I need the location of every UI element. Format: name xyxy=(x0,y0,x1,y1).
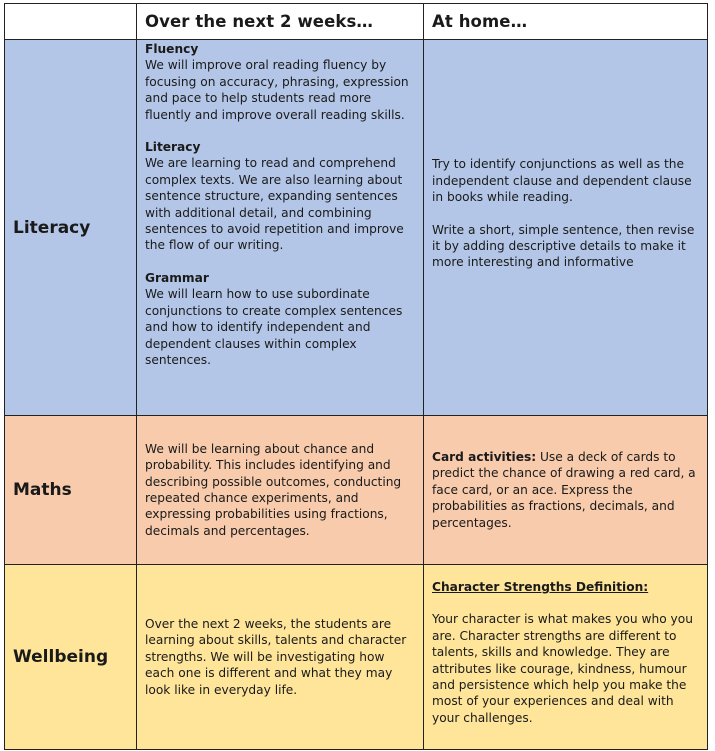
literacy-home-text-2: Write a short, simple sentence, then revise it by adding descriptive details to make it more interesting and informative xyxy=(432,222,695,270)
literacy-title: Literacy xyxy=(145,140,201,155)
literacy-home-text-1: Try to identify conjunctions as well as the independent clause and dependent clause in books while reading. xyxy=(432,157,692,205)
maths-row xyxy=(5,416,708,565)
header-cell-plan xyxy=(137,4,424,40)
maths-home-cell xyxy=(424,416,708,565)
wellbeing-plan-text: Over the next 2 weeks, the students are learning about skills, talents and character strengths. We will be investigating how each one is different and what they may look like in everyday life. xyxy=(145,616,407,697)
maths-home-text xyxy=(432,449,700,531)
header-home-label: At home… xyxy=(432,12,528,31)
literacy-row xyxy=(5,40,708,416)
maths-subject-label: Maths xyxy=(13,480,72,500)
literacy-subject-label: Literacy xyxy=(13,217,91,238)
literacy-home-cell xyxy=(424,40,708,416)
maths-plan-text: We will be learning about chance and probability. This includes identifying and describing possible outcomes, conducting repeated chance experiments, and expressing probabilities using fractions, decimals and percentages. xyxy=(145,441,402,538)
wellbeing-home-cell xyxy=(424,565,708,750)
literacy-text: We are learning to read and comprehend complex texts. We are also learning about sentence structure, expanding sentences with additional detail, and combining sentences to avoid repetition and improve the flow of our writing. xyxy=(145,156,404,253)
wellbeing-subject-label: Wellbeing xyxy=(13,647,109,667)
card-activities-title: Card activities: xyxy=(432,449,537,464)
header-row xyxy=(5,4,708,40)
grammar-text: We will learn how to use subordinate conjunctions to create complex sentences and how to identify independent and dependent clauses within complex sentences. xyxy=(145,287,403,367)
wellbeing-row xyxy=(5,565,708,750)
header-cell-subject xyxy=(5,4,137,40)
fluency-text: We will improve oral reading fluency by focusing on accuracy, phrasing, expression and pace to help students read more fluently and improve overall reading skills. xyxy=(145,58,409,122)
literacy-plan-cell xyxy=(137,40,424,416)
maths-subject-cell xyxy=(5,416,137,565)
character-strengths-text: Your character is what makes you who you are. Character strengths are different to talents, skills and knowledge. They are attributes like courage, kindness, humour and persistence which help you make the most of your experiences and deal with your challenges. xyxy=(432,612,693,725)
header-plan-label: Over the next 2 weeks… xyxy=(145,12,373,31)
character-strengths-title: Character Strengths Definition: xyxy=(432,580,649,594)
wellbeing-plan-cell xyxy=(137,565,424,750)
card-activities-text: Use a deck of cards to predict the chance of drawing a red card, a face card, or an ace. Express the probabilities as fractions, decimals, and percentages. xyxy=(432,449,696,530)
fluency-title: Fluency xyxy=(145,42,199,56)
header-cell-home xyxy=(424,4,708,40)
literacy-subject-cell xyxy=(5,40,137,416)
wellbeing-subject-cell xyxy=(5,565,137,750)
weekly-plan-table xyxy=(4,3,708,750)
maths-plan-cell xyxy=(137,416,424,565)
grammar-title: Grammar xyxy=(145,270,209,285)
